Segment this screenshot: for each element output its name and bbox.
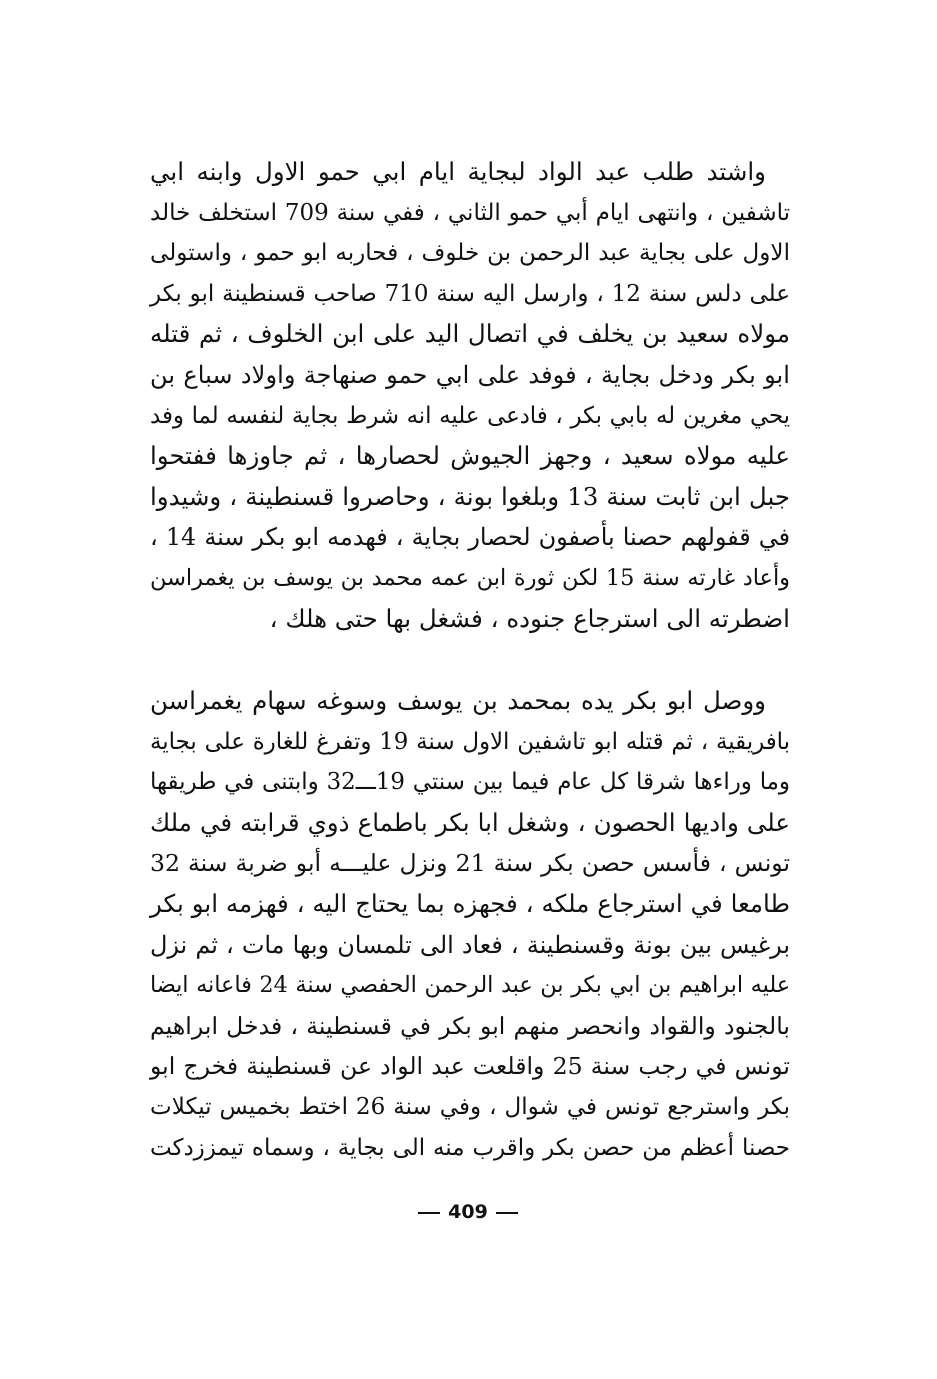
text-line: اضطرته الى استرجاع جنوده ، فشغل بها حتى هلك ، (269, 603, 790, 633)
text-line: واشتد طلب عبد الواد لبجاية ايام ابي حمو الاول وابنه ابي (150, 157, 766, 186)
text-line: في قفولهم حصنا بأصفون لحصار بجاية ، فهدمه ابو بكر سنة 14 ، (150, 523, 790, 552)
page-number-value: 409 (448, 1201, 488, 1223)
text-line: يحي مغرين له بابي بكر ، فادعى عليه انه شرط بجاية لنفسه لما وفد (150, 402, 790, 429)
text-line: عليه مولاه سعيد ، وجهز الجيوش لحصارها ، ثم جاوزها ففتحوا (150, 441, 790, 471)
text-line: طامعا في استرجاع ملكه ، فجهزه بما يحتاج اليه ، فهزمه ابو بكر (150, 888, 790, 918)
text-line: وما وراءها شرقا كل عام فيما بين سنتي 19ـــ32 وابتنى في طريقها (150, 769, 790, 796)
paragraph-2 (150, 681, 790, 1168)
text-line: جبل ابن ثابت سنة 13 وبلغوا بونة ، وحاصروا قسنطينة ، وشيدوا (150, 481, 790, 511)
text-line: تاشفين ، وانتهى ايام أبي حمو الثاني ، ففي سنة 709 استخلف خالد (150, 199, 790, 226)
text-line: على دلس سنة 12 ، وارسل اليه سنة 710 صاحب قسنطينة ابو بكر (150, 280, 790, 307)
page-number-dash-right (496, 1212, 518, 1214)
page-number (368, 1197, 568, 1227)
text-line: تونس ، فأسس حصن بكر سنة 21 ونزل عليـــه أبو ضربة سنة 32 (150, 849, 790, 878)
text-line: الاول على بجاية عبد الرحمن بن خلوف ، فحاربه ابو حمو ، واستولى (150, 240, 790, 267)
text-line: مولاه سعيد بن يخلف في اتصال اليد على ابن الخلوف ، ثم قتله (150, 319, 790, 349)
text-line: عليه ابراهيم بن ابي بكر بن عبد الرحمن الحفصي سنة 24 فاعانه ايضا (150, 972, 790, 999)
text-line: بكر واسترجع تونس في شوال ، وفي سنة 26 اختط بخميس تيكلات (150, 1093, 790, 1120)
text-line: بالجنود والقواد وانحصر منهم ابو بكر في قسنطينة ، فدخل ابراهيم (150, 1011, 790, 1040)
text-line: برغيس بين بونة وقسنطينة ، فعاد الى تلمسان وبها مات ، ثم نزل (150, 930, 790, 959)
text-line: بافريقية ، ثم قتله ابو تاشفين الاول سنة 19 وتفرغ للغارة على بجاية (150, 728, 790, 755)
text-line: تونس في رجب سنة 25 واقلعت عبد الواد عن قسنطينة فخرج ابو (150, 1052, 790, 1081)
text-line: وأعاد غارته سنة 15 لكن ثورة ابن عمه محمد بن يوسف بن يغمراسن (150, 564, 790, 591)
text-line: ووصل ابو بكر يده بمحمد بن يوسف وسوغه سهام يغمراسن (150, 686, 766, 715)
paragraph-1 (150, 152, 790, 639)
text-line: ابو بكر ودخل بجاية ، فوفد على ابي حمو صنهاجة واولاد سباع بن (150, 360, 790, 389)
text-line: على واديها الحصون ، وشغل ابا بكر باطماع ذوي قرابته في ملك (150, 807, 790, 837)
text-line: حصنا أعظم من حصن بكر واقرب منه الى بجاية ، وسماه تيمززدكت (150, 1134, 790, 1161)
page-number-dash-left (418, 1212, 440, 1214)
